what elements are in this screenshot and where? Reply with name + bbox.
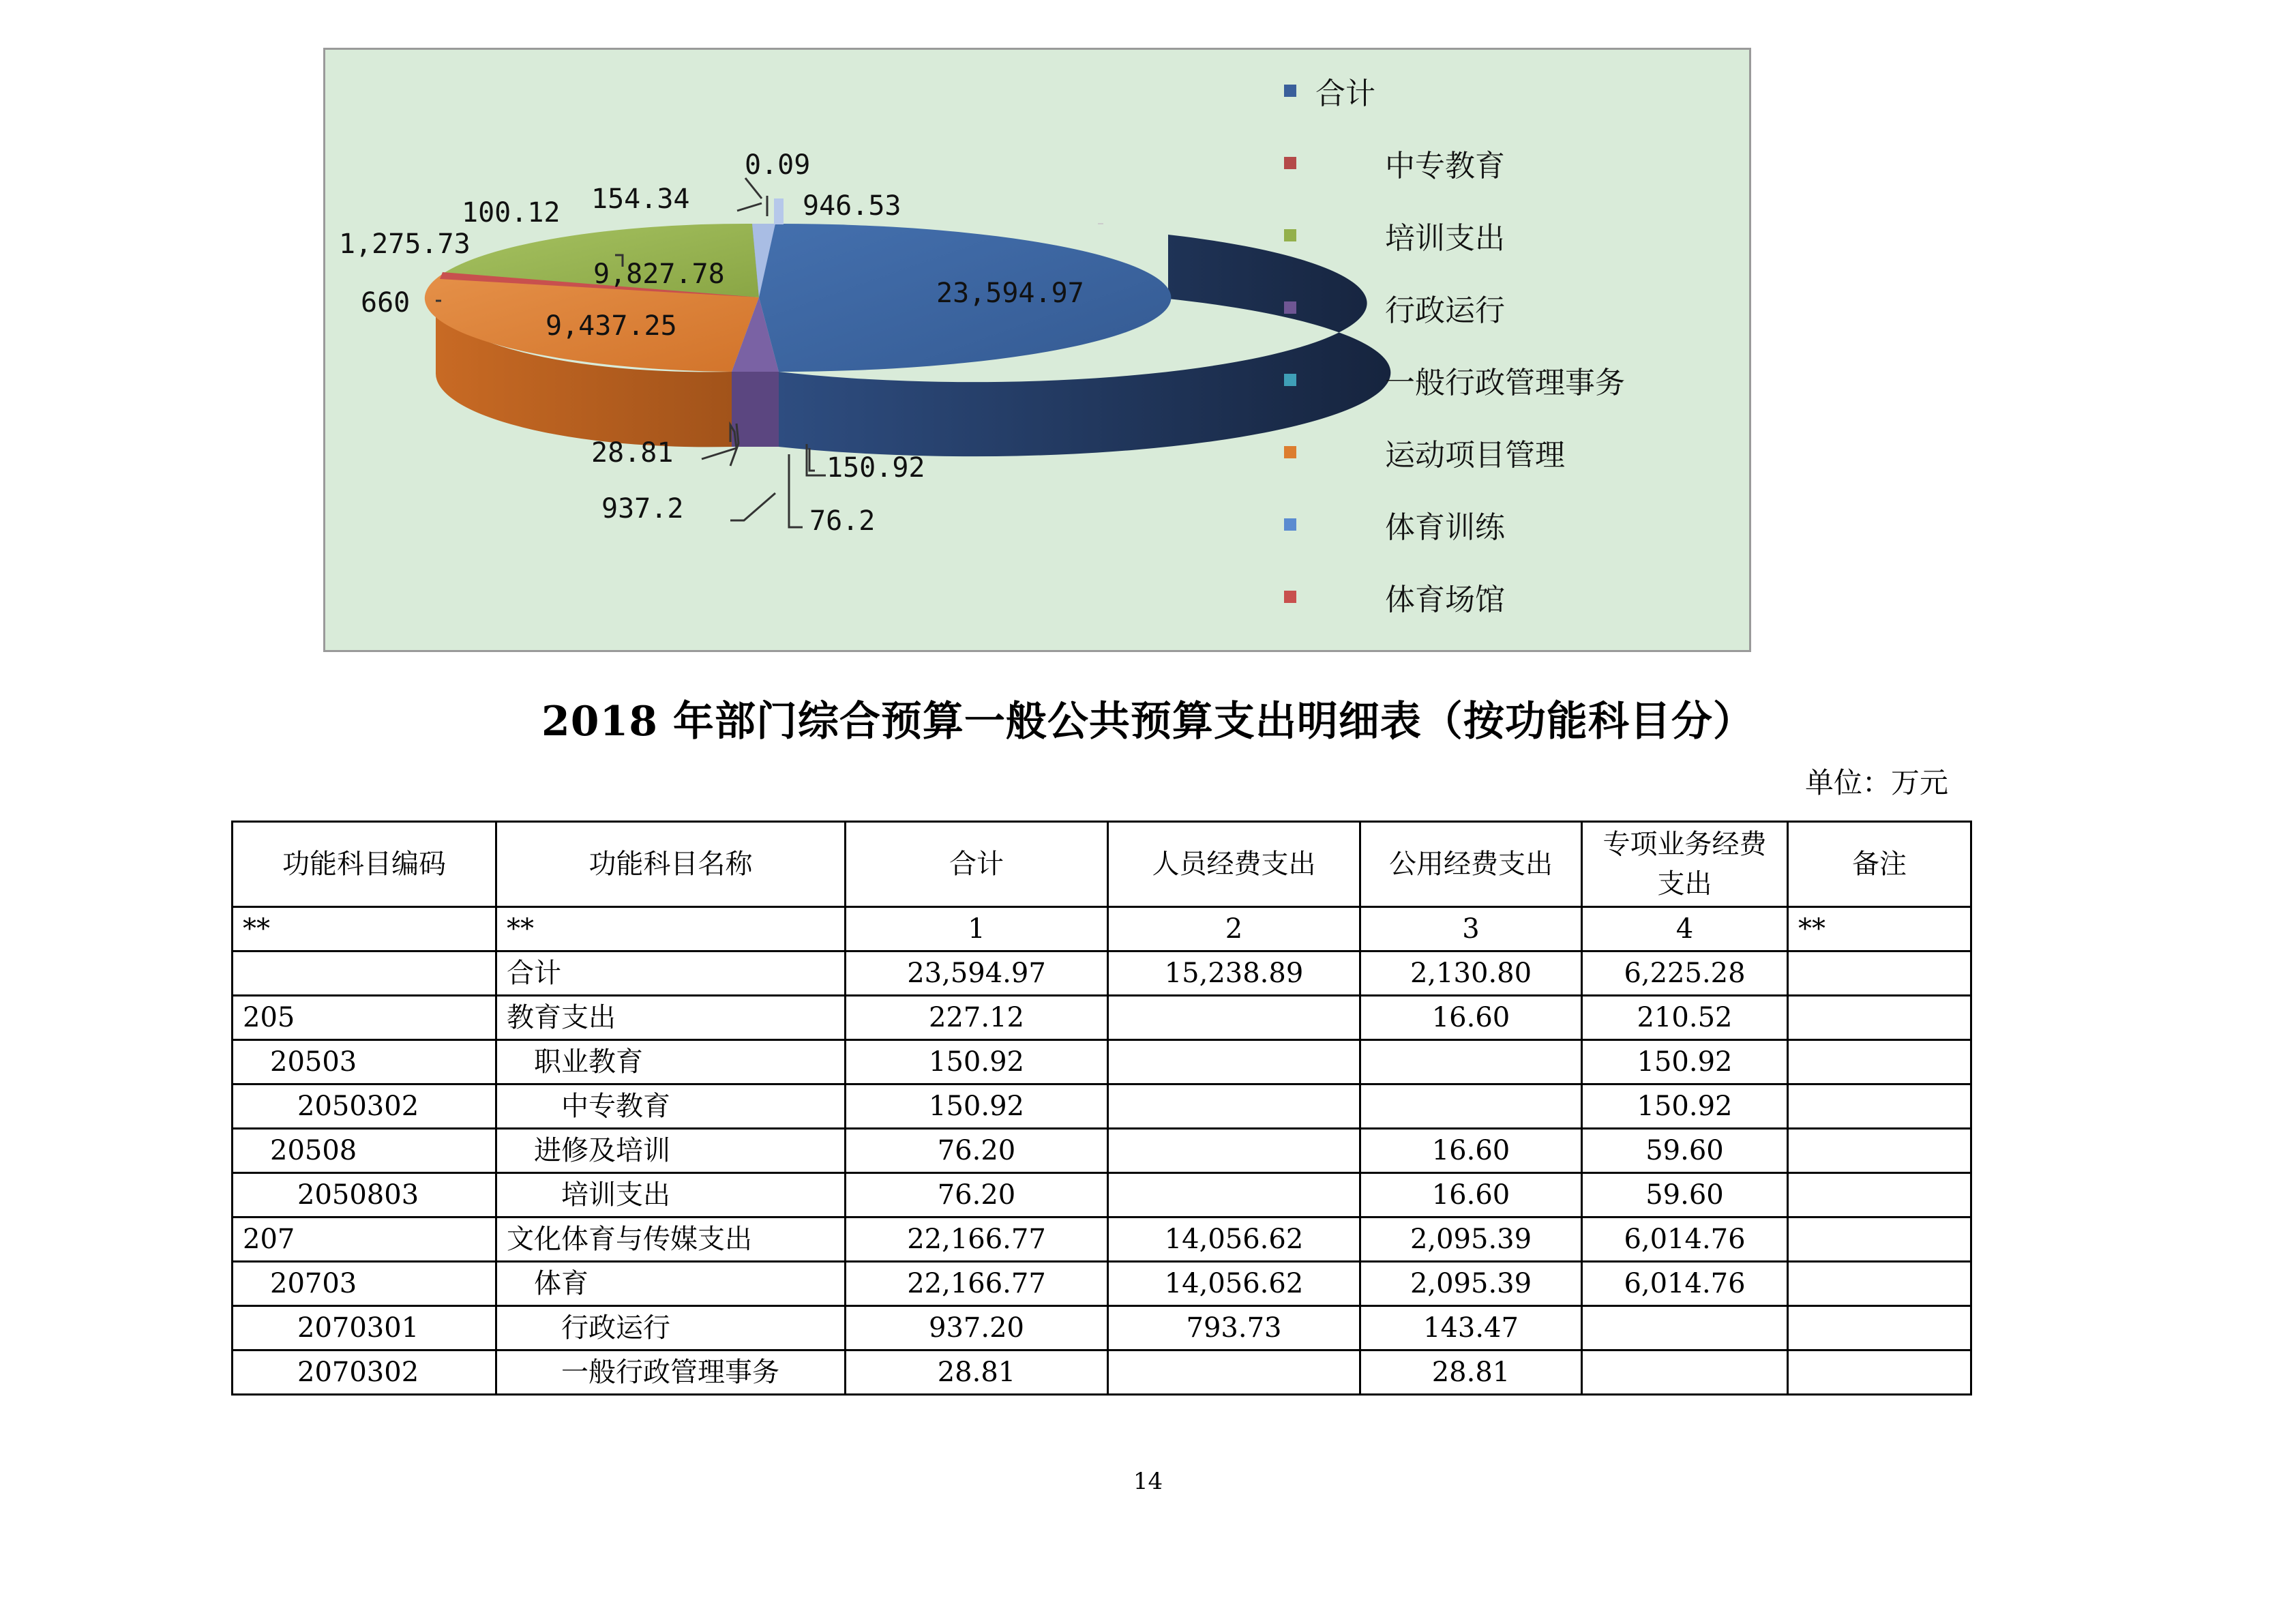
cell-code: 2050302 <box>233 1084 496 1129</box>
cell-note <box>1788 1306 1971 1350</box>
cell-note <box>1788 1129 1971 1173</box>
cell-note <box>1788 951 1971 996</box>
legend-item-sports-training <box>1284 504 1505 545</box>
cell-code: 2050803 <box>233 1173 496 1217</box>
legend-label: 体育场馆 <box>1385 582 1505 617</box>
header-total: 合计 <box>846 822 1108 907</box>
cell-code: 207 <box>233 1217 496 1262</box>
legend-swatch <box>1284 446 1296 458</box>
data-label-28-81: 28.81 <box>591 437 674 469</box>
index-cell: 1 <box>846 907 1108 951</box>
legend-item-admin <box>1284 287 1505 328</box>
cell-public <box>1360 1084 1582 1129</box>
cell-total: 150.92 <box>846 1040 1108 1084</box>
table-header-row <box>233 822 1971 907</box>
cell-special: 59.60 <box>1582 1173 1788 1217</box>
legend-label: 行政运行 <box>1385 293 1505 328</box>
cell-special <box>1582 1350 1788 1395</box>
table-row <box>233 1306 1971 1350</box>
cell-note <box>1788 1084 1971 1129</box>
table-row <box>233 996 1971 1040</box>
legend-item-vocational <box>1284 143 1505 183</box>
cell-total: 22,166.77 <box>846 1262 1108 1306</box>
legend-item-sports-mgmt <box>1284 432 1565 473</box>
cell-total: 937.20 <box>846 1306 1108 1350</box>
cell-name: 体育 <box>496 1262 846 1306</box>
table-row <box>233 1129 1971 1173</box>
index-cell: ** <box>496 907 846 951</box>
data-label-9827-78: 9,827.78 <box>593 259 725 290</box>
index-cell: ** <box>1788 907 1971 951</box>
cell-personnel <box>1108 1129 1360 1173</box>
legend-item-total <box>1284 70 1375 111</box>
cell-total: 23,594.97 <box>846 951 1108 996</box>
header-personnel: 人员经费支出 <box>1108 822 1360 907</box>
cell-special <box>1582 1306 1788 1350</box>
legend-label: 培训支出 <box>1385 221 1505 256</box>
table-row <box>233 1084 1971 1129</box>
cell-note <box>1788 996 1971 1040</box>
cell-personnel <box>1108 1173 1360 1217</box>
cell-special: 6,014.76 <box>1582 1217 1788 1262</box>
cell-name: 行政运行 <box>496 1306 846 1350</box>
header-note: 备注 <box>1788 822 1971 907</box>
cell-personnel: 14,056.62 <box>1108 1262 1360 1306</box>
cell-note <box>1788 1262 1971 1306</box>
legend-swatch <box>1284 301 1296 314</box>
data-label-946-53: 946.53 <box>803 190 901 222</box>
cell-personnel <box>1108 1350 1360 1395</box>
cell-public: 143.47 <box>1360 1306 1582 1350</box>
cell-public: 2,130.80 <box>1360 951 1582 996</box>
cell-name: 文化体育与传媒支出 <box>496 1217 846 1262</box>
data-label-9437-25: 9,437.25 <box>546 310 677 342</box>
cell-total: 227.12 <box>846 996 1108 1040</box>
cell-personnel: 793.73 <box>1108 1306 1360 1350</box>
cell-public: 16.60 <box>1360 1129 1582 1173</box>
data-label-1275-73: 1,275.73 <box>339 228 471 260</box>
index-cell: ** <box>233 907 496 951</box>
header-public: 公用经费支出 <box>1360 822 1582 907</box>
cell-public: 2,095.39 <box>1360 1262 1582 1306</box>
table-row <box>233 1350 1971 1395</box>
cell-special: 210.52 <box>1582 996 1788 1040</box>
cell-code: 20503 <box>233 1040 496 1084</box>
cell-name: 合计 <box>496 951 846 996</box>
index-cell: 4 <box>1582 907 1788 951</box>
cell-code: 20508 <box>233 1129 496 1173</box>
cell-note <box>1788 1350 1971 1395</box>
legend-item-stadium <box>1284 576 1505 617</box>
legend-swatch <box>1284 374 1296 386</box>
legend-item-general-admin <box>1284 359 1625 400</box>
cell-special: 6,014.76 <box>1582 1262 1788 1306</box>
cell-special: 6,225.28 <box>1582 951 1788 996</box>
data-label-total: 23,594.97 <box>936 278 1084 309</box>
cell-total: 76.20 <box>846 1129 1108 1173</box>
cell-personnel: 14,056.62 <box>1108 1217 1360 1262</box>
cell-public <box>1360 1040 1582 1084</box>
index-cell: 2 <box>1108 907 1360 951</box>
table-row <box>233 1040 1971 1084</box>
cell-special: 150.92 <box>1582 1040 1788 1084</box>
table-row <box>233 1262 1971 1306</box>
legend-swatch <box>1284 229 1296 241</box>
legend-swatch <box>1284 157 1296 169</box>
unit-label: 单位：万元 <box>1804 766 1948 799</box>
cell-name: 培训支出 <box>496 1173 846 1217</box>
budget-table <box>231 821 1972 1396</box>
legend-label: 合计 <box>1315 76 1375 111</box>
data-label-150-92: 150.92 <box>826 452 925 484</box>
cell-code <box>233 951 496 996</box>
pie-data-labels <box>325 50 1753 654</box>
legend-swatch <box>1284 591 1296 603</box>
cell-total: 76.20 <box>846 1173 1108 1217</box>
cell-code: 2070301 <box>233 1306 496 1350</box>
cell-name: 职业教育 <box>496 1040 846 1084</box>
data-label-0-09: 0.09 <box>745 149 811 181</box>
legend-label: 一般行政管理事务 <box>1385 366 1625 400</box>
cell-total: 22,166.77 <box>846 1217 1108 1262</box>
cell-total: 150.92 <box>846 1084 1108 1129</box>
cell-note <box>1788 1040 1971 1084</box>
cell-public: 16.60 <box>1360 1173 1582 1217</box>
legend-swatch <box>1284 85 1296 97</box>
table-body <box>233 907 1971 1395</box>
cell-name: 教育支出 <box>496 996 846 1040</box>
cell-code: 205 <box>233 996 496 1040</box>
index-cell: 3 <box>1360 907 1582 951</box>
cell-note <box>1788 1173 1971 1217</box>
data-label-154-34: 154.34 <box>591 183 690 215</box>
cell-name: 进修及培训 <box>496 1129 846 1173</box>
cell-public: 28.81 <box>1360 1350 1582 1395</box>
cell-public: 2,095.39 <box>1360 1217 1582 1262</box>
data-label-937-2: 937.2 <box>601 493 684 525</box>
legend-label: 中专教育 <box>1385 149 1505 183</box>
cell-name: 一般行政管理事务 <box>496 1350 846 1395</box>
legend-swatch <box>1284 518 1296 531</box>
data-label-660: 660 <box>361 287 411 319</box>
table-row <box>233 1217 1971 1262</box>
data-label-76-2: 76.2 <box>809 505 876 537</box>
cell-public: 16.60 <box>1360 996 1582 1040</box>
cell-note <box>1788 1217 1971 1262</box>
cell-code: 20703 <box>233 1262 496 1306</box>
cell-personnel <box>1108 996 1360 1040</box>
data-label-100-12: 100.12 <box>462 197 561 228</box>
cell-total: 28.81 <box>846 1350 1108 1395</box>
pie-chart-panel <box>323 48 1751 652</box>
table-row <box>233 1173 1971 1217</box>
legend-label: 运动项目管理 <box>1385 438 1565 473</box>
header-name: 功能科目名称 <box>496 822 846 907</box>
cell-personnel <box>1108 1040 1360 1084</box>
legend-item-training <box>1284 215 1505 256</box>
legend-label: 体育训练 <box>1385 510 1505 545</box>
cell-personnel: 15,238.89 <box>1108 951 1360 996</box>
cell-special: 150.92 <box>1582 1084 1788 1129</box>
cell-name: 中专教育 <box>496 1084 846 1129</box>
table-row <box>233 951 1971 996</box>
cell-personnel <box>1108 1084 1360 1129</box>
page-title: 2018 年部门综合预算一般公共预算支出明细表（按功能科目分） <box>541 698 1755 745</box>
cell-code: 2070302 <box>233 1350 496 1395</box>
page-number: 14 <box>1133 1468 1163 1495</box>
header-special: 专项业务经费支出 <box>1582 822 1788 907</box>
index-row <box>233 907 1971 951</box>
cell-special: 59.60 <box>1582 1129 1788 1173</box>
header-code: 功能科目编码 <box>233 822 496 907</box>
